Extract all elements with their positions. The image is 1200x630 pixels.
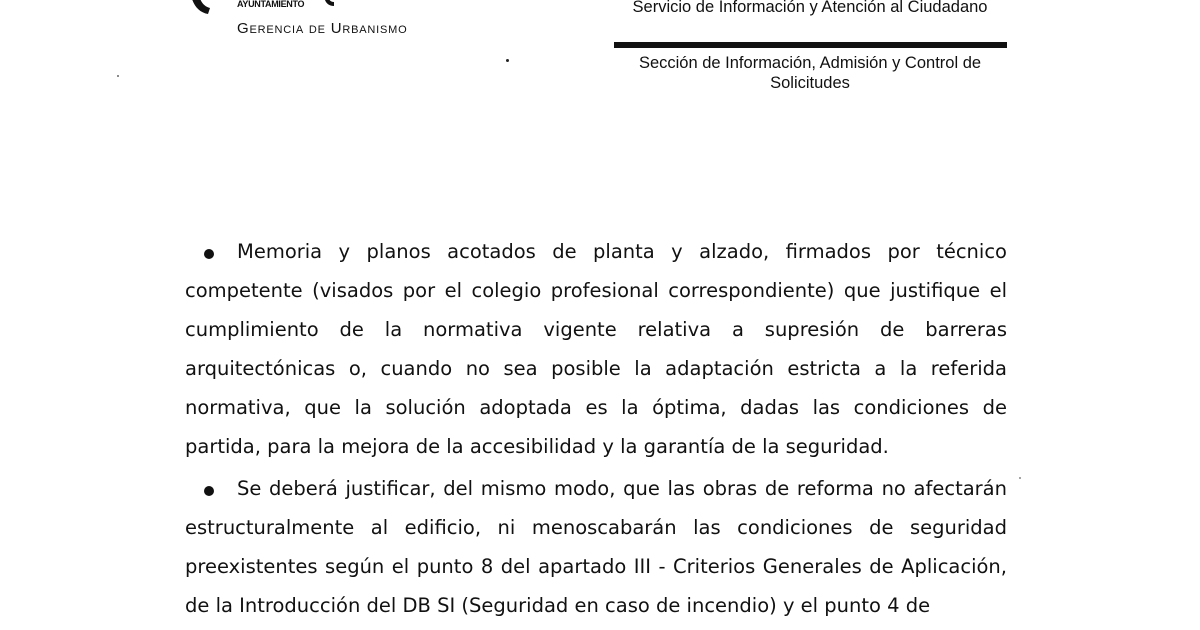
logo-glyph-icon: [322, 0, 336, 8]
header-divider: [614, 42, 1007, 48]
paragraph-1: Memoria y planos acotados de planta y alzado, firmados por técnico competente (visados por el colegio profesional correspondiente) que justifique el cumplimiento de la normativa vigente relativa a supresión de barreras arquitectónicas o, cuando no sea posible la adaptación estricta a la referida normativa, que la solución adoptada es la óptima, dadas las condiciones de partida, para la mejora de la accesibilidad y la garantía de la seguridad.: [185, 240, 1007, 458]
scan-speck: [117, 75, 119, 77]
gerencia-title: Gerencia de Urbanismo: [237, 20, 408, 37]
ayuntamiento-label: AYUNTAMIENTO: [237, 0, 305, 9]
scan-speck: [506, 59, 509, 62]
section-title: Sección de Información, Admisión y Control de Solicitudes: [638, 54, 982, 92]
scan-speck: [1019, 477, 1021, 479]
municipal-logo-icon: [186, 0, 226, 16]
paragraph-2: Se deberá justificar, del mismo modo, que las obras de reforma no afectarán estructuralmente al edificio, ni menoscabarán las condiciones de seguridad preexistentes según el punto 8 del apartado III - Criterios Generales de Aplicación, de la Introducción del DB SI (Seguridad en caso de incendio) y el punto 4 de: [185, 477, 1007, 617]
service-title: Servicio de Información y Atención al Ciudadano: [632, 0, 988, 16]
